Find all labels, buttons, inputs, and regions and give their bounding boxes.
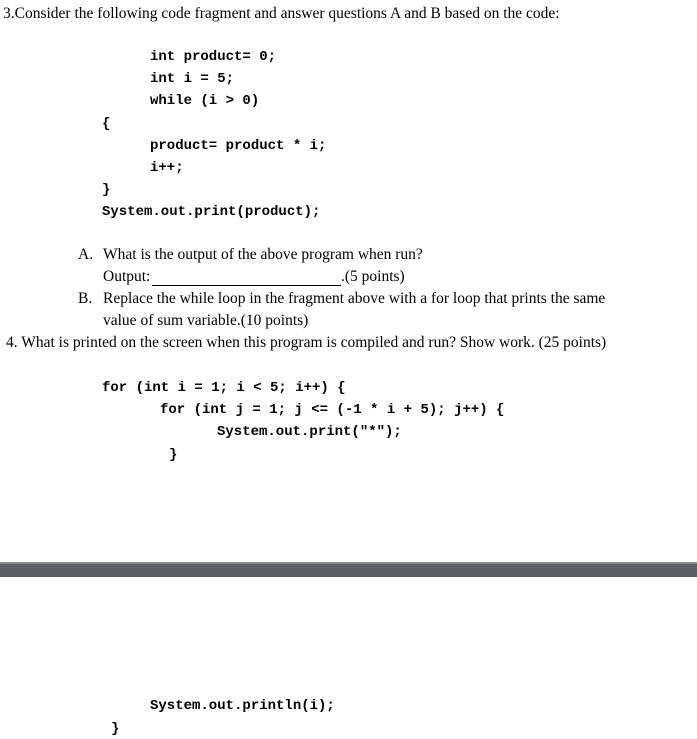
part-b-line-1: Replace the while loop in the fragment above with a for loop that prints the same: [103, 290, 606, 307]
question-4-heading: 4. What is printed on the screen when this program is compiled and run? Show work. (25 points): [6, 334, 607, 351]
code-line-inner-close-brace: }: [169, 447, 178, 463]
code-line-print-product: System.out.print(product);: [102, 204, 321, 220]
code-line-outer-for: for (int i = 1; i < 5; i++) {: [102, 380, 346, 396]
code-line-product-multiply: product= product * i;: [150, 138, 327, 154]
code-line-inner-for: for (int j = 1; j <= (-1 * i + 5); j++) {: [160, 402, 505, 418]
code-line-while: while (i > 0): [150, 93, 260, 109]
part-b-line-2: value of sum variable.(10 points): [103, 312, 309, 329]
question-3-heading: 3.Consider the following code fragment and answer questions A and B based on the code:: [3, 5, 560, 22]
part-a-points: .(5 points): [341, 268, 405, 285]
code-line-i-init: int i = 5;: [150, 71, 235, 87]
part-a-answer-blank[interactable]: [152, 285, 341, 286]
code-line-outer-close-brace: }: [111, 721, 120, 737]
page-divider: [0, 562, 697, 577]
part-b-marker: B.: [78, 290, 93, 307]
code-line-i-increment: i++;: [150, 160, 184, 176]
code-line-close-brace: }: [102, 182, 111, 198]
code-line-open-brace: {: [102, 116, 111, 132]
page-bottom: [0, 577, 697, 739]
code-line-println-i: System.out.println(i);: [150, 698, 335, 714]
part-a-output-label: Output:: [103, 268, 151, 285]
code-line-print-star: System.out.print("*");: [217, 424, 402, 440]
part-a-marker: A.: [78, 246, 94, 263]
part-a-question: What is the output of the above program when run?: [103, 246, 423, 263]
code-line-product-init: int product= 0;: [150, 49, 277, 65]
